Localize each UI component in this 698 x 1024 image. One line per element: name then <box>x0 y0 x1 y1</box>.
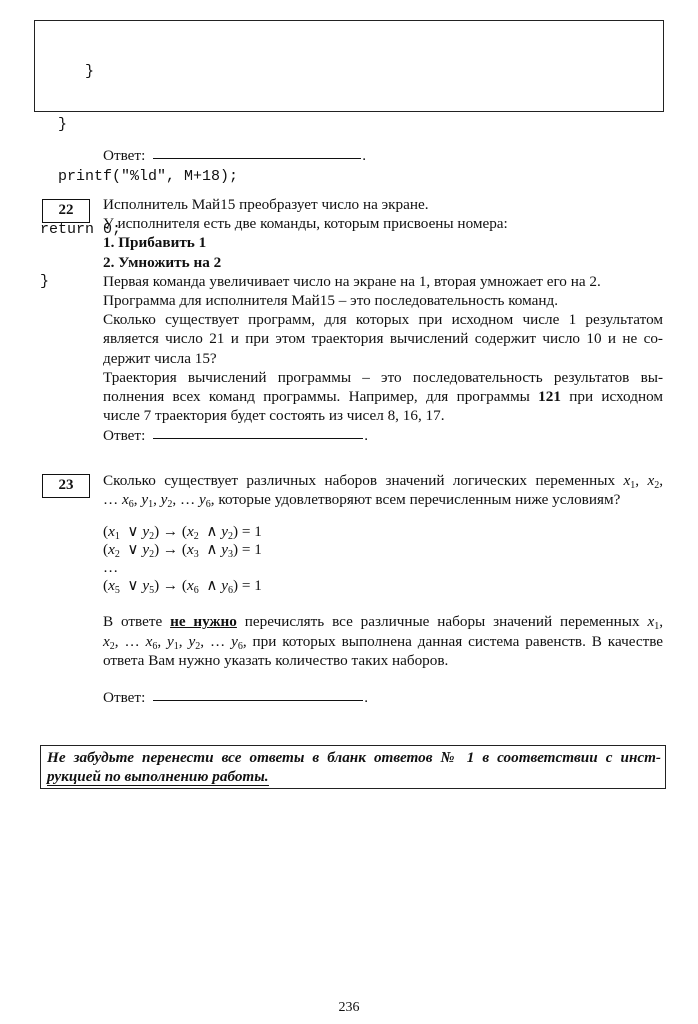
answer-label: Ответ: <box>103 147 146 164</box>
answer-label: Ответ: <box>103 427 146 444</box>
reminder-line-2: рукцией по выполнению работы. <box>47 768 269 785</box>
task-text: Первая команда увеличивает число на экране на 1, вторая умножает его на 2. <box>103 272 601 290</box>
formula-ellipsis: … <box>103 559 119 577</box>
task-text-part: , которые удовлетворяют всем перечисленным ниже условиям? <box>210 491 621 509</box>
question-line: держит числа 15? <box>103 349 217 367</box>
note-line: В ответе не нужно перечислять все различные наборы значений переменных $x_1$, <box>103 613 663 633</box>
note-text: , при которых выполнена данная система равенств. В качестве <box>242 632 664 650</box>
command-1: 1. Прибавить 1 <box>103 234 207 252</box>
answer-end: . <box>364 427 369 444</box>
code-line: } <box>40 273 50 290</box>
trajectory-text: при исходном <box>560 388 663 406</box>
task-text: Сколько существует различных наборов значений логических переменных $x_1$, $x_2$, <box>103 472 664 491</box>
code-line: printf("%ld", M+18); <box>40 168 239 185</box>
note-line: $x_2$, … $x_6$, $y_1$, $y_2$, … $y_6$, при которых выполнена данная система равенств. В качестве <box>103 632 664 652</box>
task-text: Исполнитель Май15 преобразует число на экране. <box>103 196 429 213</box>
task-text: … $x_6$, $y_1$, $y_2$, … $y_6$, которые удовлетворяют всем перечисленным ниже условиям? <box>103 491 621 511</box>
task-text-part: Сколько существует различных наборов значений логических переменных <box>103 472 624 489</box>
answer-end: . <box>364 689 369 706</box>
answer-field-21 <box>103 147 366 165</box>
formula-last: ($x_5$ ∨ $y_5) \to (x_6$ ∧ $y_6) = 1$ <box>103 577 262 597</box>
task-number-22: 22 <box>42 199 90 223</box>
trajectory-line: числе 7 траектория будет состоять из чисел 8, 16, 17. <box>103 407 445 425</box>
page-number: 236 <box>338 1000 360 1015</box>
reminder-line-1: Не забудьте перенести все ответы в бланк ответов № 1 в соответствии с инст- <box>47 749 661 766</box>
task-number-23: 23 <box>42 474 90 498</box>
formula-2: ($x_2$ ∨ $y_2) \to (x_3$ ∧ $y_3) = 1$ <box>103 541 262 561</box>
emphasis-not-needed: не нужно <box>170 613 237 631</box>
code-line: } <box>40 63 95 80</box>
task-22-body <box>103 195 663 425</box>
question-line: является число 21 и при этом траектория вычислений содержит число 10 и не со- <box>103 330 663 348</box>
code-line: return 0; <box>40 220 122 238</box>
trajectory-line: Траектория вычислений программы – это последовательность результатов вы- <box>103 368 663 386</box>
example-program: 121 <box>538 388 561 406</box>
reminder-box <box>40 745 666 789</box>
note-line: ответа Вам нужно указать количество таких наборов. <box>103 651 449 669</box>
answer-label: Ответ: <box>103 689 146 706</box>
answer-line[interactable] <box>153 699 363 701</box>
answer-end: . <box>362 147 367 164</box>
task-23-body <box>103 471 663 670</box>
note-text: В ответе <box>103 613 171 631</box>
answer-field-22 <box>103 427 368 445</box>
trajectory-line <box>103 387 663 406</box>
answer-field-23 <box>103 689 368 707</box>
answer-line[interactable] <box>153 437 363 439</box>
code-line: } <box>40 115 68 133</box>
task-text: У исполнителя есть две команды, которым присвоены номера: <box>103 215 508 233</box>
task-text: Программа для исполнителя Май15 – это последовательность команд. <box>103 292 559 310</box>
command-2: 2. Умножить на 2 <box>103 253 222 271</box>
question-line: Сколько существует программ, для которых при исходном числе 1 результатом <box>103 311 663 329</box>
trajectory-text: полнения всех команд программы. Например, для программы <box>103 388 539 406</box>
formula-1: ($x_1$ ∨ $y_2) \to (x_2$ ∧ $y_2) = 1$ <box>103 523 262 543</box>
answer-line[interactable] <box>153 157 361 159</box>
note-text: перечислять все различные наборы значений переменных <box>236 613 648 631</box>
